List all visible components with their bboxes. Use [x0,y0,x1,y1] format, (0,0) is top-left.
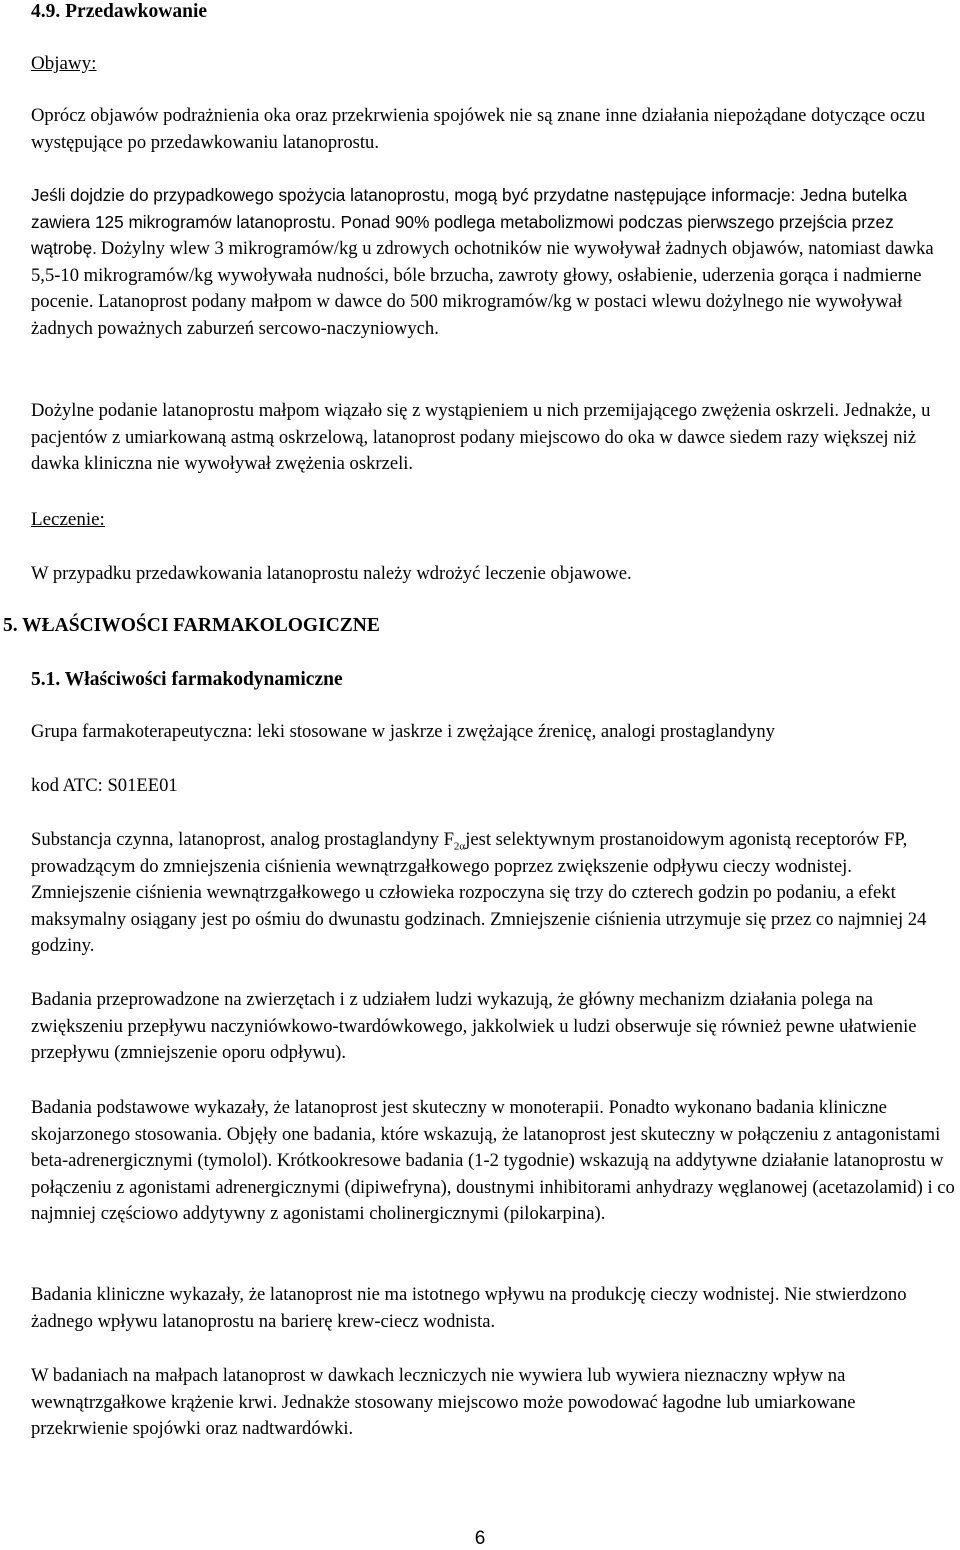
paragraph-bronchoconstriction: Dożylne podanie latanoprostu małpom wiązało się z wystąpieniem u nich przemijającego zwężenia oskrzeli. Jednakże, u pacjentów z umiarkowaną astmą oskrzelową, latanoprost podany miejscowo do oka w dawce siedem razy większej niż dawka kliniczna nie wywoływał zwężenia oskrzeli. [31,400,931,474]
ingestion-info-text: Jeśli dojdzie do przypadkowego spożycia latanoprostu, mogą być przydatne następujące informacje: Jedna butelka zawiera 125 mikrogramów latanoprostu. Ponad 90% podlega metabolizmowi podczas pierwszego przejścia przez wątrobę. [31,185,908,258]
paragraph-active-substance [31,827,956,960]
paragraph-pharmacotherapeutic-group: Grupa farmakoterapeutyczna: leki stosowane w jaskrze i zwężające źrenicę, analogi prostaglandyny [31,721,775,742]
active-substance-text: Substancja czynna, latanoprost, analog prostaglandyny F [31,829,454,850]
paragraph-mechanism: Badania przeprowadzone na zwierzętach i z udziałem ludzi wykazują, że główny mechanizm działania polega na zwiększeniu przepływu naczyniówkowo-twardówkowego, jakkolwiek u ludzi obserwuje się również pewne ułatwienie przepływu (zmniejszenie oporu odpływu). [31,989,917,1063]
paragraph-aqueous-humor: Badania kliniczne wykazały, że latanoprost nie ma istotnego wpływu na produkcję cieczy wodnistej. Nie stwierdzono żadnego wpływu latanoprostu na barierę krew-ciecz wodnista. [31,1284,907,1332]
heading-5: 5. WŁAŚCIWOŚCI FARMAKOLOGICZNE [3,615,380,636]
atc-code: kod ATC: S01EE01 [31,775,178,796]
paragraph-clinical-studies: Badania podstawowe wykazały, że latanoprost jest skuteczny w monoterapii. Ponadto wykonano badania kliniczne skojarzonego stosowania. Objęły one badania, które wskazują, że latanoprost jest skuteczny w połączeniu z antagonistami beta-adrenergicznymi (tymolol). Krótkookresowe badania (1-2 tygodnie) wskazują na addytywne działanie latanoprostu w połączeniu z agonistami adrenergicznymi (dipiwefryna), doustnymi inhibitorami anhydrazy węglanowej (acetazolamid) i co najmniej częściowo addytywny z agonistami cholinergicznymi (pilokarpina). [31,1097,955,1224]
paragraph-accidental-ingestion [31,182,956,342]
active-substance-text-continued: jest selektywnym prostanoidowym agonistą receptorów FP, prowadzącym do zmniejszenia ciśnienia wewnątrzgałkowego poprzez zwiększenie odpływu cieczy wodnistej. Zmniejszenie ciśnienia wewnątrzgałkowego u człowieka rozpoczyna się trzy do czterech godzin po podaniu, a efekt maksymalny osiągany jest po ośmiu do dwunastu godzinach. Zmniejszenie ciśnienia utrzymuje się przez co najmniej 24 godziny. [31,829,927,956]
paragraph-treatment: W przypadku przedawkowania latanoprostu należy wdrożyć leczenie objawowe. [31,563,632,584]
heading-4-9: 4.9. Przedawkowanie [31,1,208,22]
page-number: 6 [474,1528,486,1549]
heading-5-1: 5.1. Właściwości farmakodynamiczne [31,669,343,690]
paragraph-monkey-studies: W badaniach na małpach latanoprost w dawkach leczniczych nie wywiera lub wywiera nieznaczny wpływ na wewnątrzgałkowe krążenie krwi. Jednakże stosowany miejscowo może powodować łagodne lub umiarkowane przekrwienie spojówki oraz nadtwardówki. [31,1365,856,1439]
infusion-info-text: Dożylny wlew 3 mikrogramów/kg u zdrowych ochotników nie wywoływał żadnych objawów, natomiast dawka 5,5-10 mikrogramów/kg wywoływała nudności, bóle brzucha, zawroty głowy, osłabienie, uderzenia gorąca i nadmierne pocenie. Latanoprost podany małpom w dawce do 500 mikrogramów/kg w postaci wlewu dożylnego nie wywoływał żadnych poważnych zaburzeń sercowo-naczyniowych. [31,238,934,339]
paragraph-overdose-symptoms: Oprócz objawów podrażnienia oka oraz przekrwienia spojówek nie są znane inne działania niepożądane dotyczące oczu występujące po przedawkowaniu latanoprostu. [31,105,926,153]
f2-alpha-subscript: 2α [453,840,466,853]
objawy-label: Objawy: [31,53,97,74]
leczenie-label: Leczenie: [31,509,105,530]
